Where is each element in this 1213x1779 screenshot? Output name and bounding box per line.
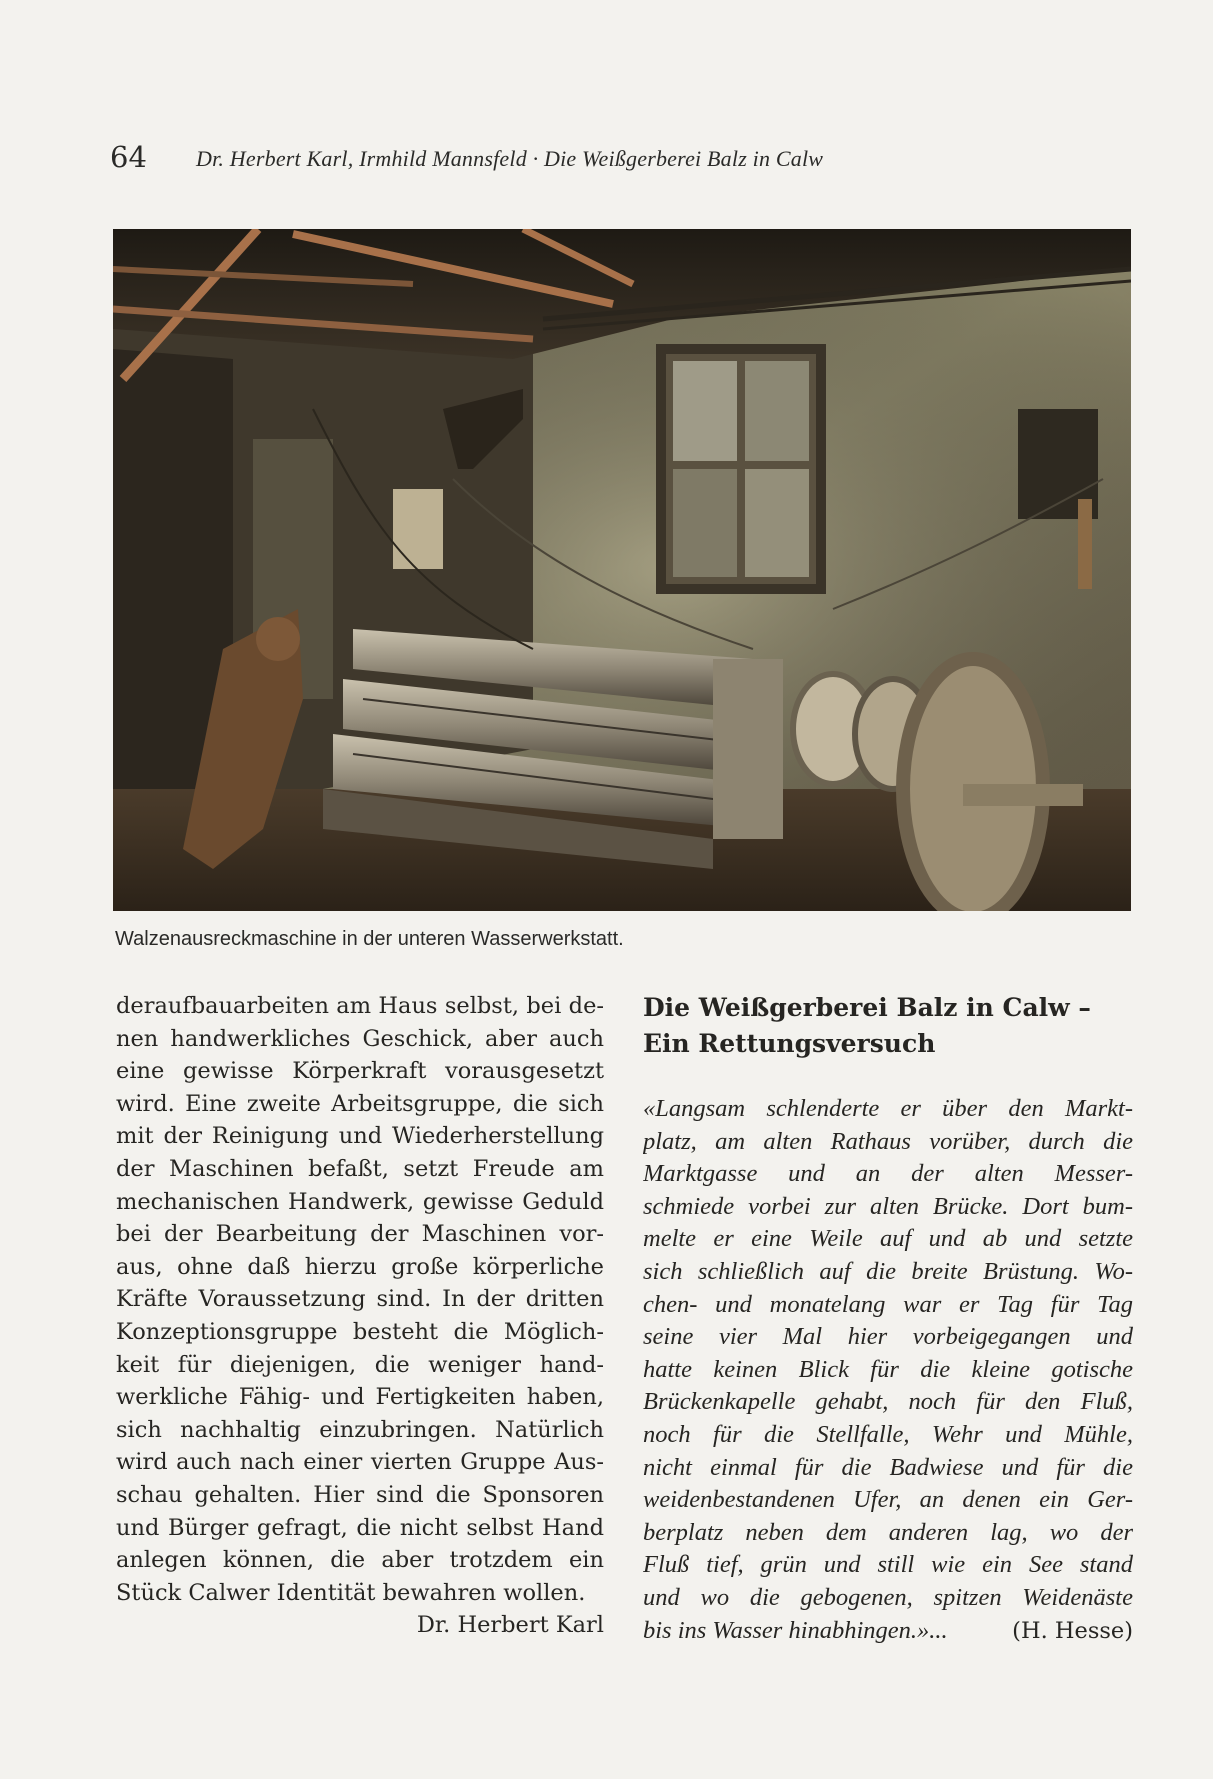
page-number: 64 [110,140,147,174]
quote-line: nicht einmal für die Badwiese und für die [643,1453,1133,1481]
workshop-photo [113,229,1131,911]
body-line: Kräfte Voraussetzung sind. In der dritten [116,1286,604,1313]
quote-line: Fluß tief, grün und still wie ein See stand [643,1551,1133,1579]
body-line: nen handwerkliches Geschick, aber auch [116,1025,604,1052]
quote-line: platz, am alten Rathaus vorüber, durch die [643,1127,1133,1155]
running-head: Dr. Herbert Karl, Irmhild Mannsfeld · Die Weißgerberei Balz in Calw [196,146,824,171]
body-line: wird auch nach einer vierten Gruppe Aus- [116,1449,604,1476]
left-column [116,990,604,1642]
quote-line: weidenbestandenen Ufer, an denen ein Ger- [643,1486,1133,1514]
quote-column [643,1093,1133,1647]
body-line: keit für diejenigen, die weniger hand- [116,1351,604,1378]
heading-line: Die Weißgerberei Balz in Calw – [643,993,1091,1022]
body-line: bei der Bearbeitung der Maschinen vor- [116,1221,604,1248]
quote-line: Brückenkapelle gehabt, noch für den Fluß, [643,1388,1133,1416]
body-line: und Bürger gefragt, die nicht selbst Hand [116,1514,604,1541]
body-line: schau gehalten. Hier sind die Sponsoren [116,1481,604,1508]
quote-final-line [643,1615,1133,1648]
body-line: werkliche Fähig- und Fertigkeiten haben, [116,1384,604,1411]
quote-line: «Langsam schlenderte er über den Markt- [643,1095,1133,1122]
body-line: aus, ohne daß hierzu große körperliche [116,1253,604,1280]
quote-line: berplatz neben dem anderen lag, wo der [643,1518,1133,1546]
quote-line: Marktgasse und an der alten Messer- [643,1160,1133,1188]
body-line: sich nachhaltig einzubringen. Natürlich [116,1416,604,1443]
body-line: wird. Eine zweite Arbeitsgruppe, die sich [116,1090,604,1117]
body-line: anlegen können, die aber trotzdem ein [116,1547,604,1574]
quote-line: hatte keinen Blick für die kleine gotische [643,1355,1133,1383]
quote-line: noch für die Stellfalle, Wehr und Mühle, [643,1420,1133,1448]
heading-line: Ein Rettungsversuch [643,1029,936,1058]
body-line: eine gewisse Körperkraft vorausgesetzt [116,1058,604,1085]
quote-attribution: (H. Hesse) [1012,1617,1133,1644]
section-heading [643,990,1143,1062]
quote-line: melte er eine Weile auf und ab und setzte [643,1225,1133,1253]
quote-line: schmiede vorbei zur alten Brücke. Dort bum- [643,1192,1133,1220]
body-line: deraufbauarbeiten am Haus selbst, bei de- [116,993,604,1019]
body-line: der Maschinen befaßt, setzt Freude am [116,1155,604,1182]
body-line: Stück Calwer Identität bewahren wollen. [116,1579,586,1606]
quote-line: chen- und monatelang war er Tag für Tag [643,1290,1133,1318]
body-line: mit der Reinigung und Wiederherstellung [116,1123,604,1150]
author-signature: Dr. Herbert Karl [416,1612,604,1639]
quote-line: sich schließlich auf die breite Brüstung. Wo- [643,1257,1133,1285]
quote-line: bis ins Wasser hinabhingen.»... [643,1616,948,1644]
quote-line: seine vier Mal hier vorbeigegangen und [643,1323,1133,1351]
figure-caption: Walzenausreckmaschine in der unteren Wasserwerkstatt. [115,928,624,950]
body-line: Konzeptionsgruppe besteht die Möglich- [116,1318,604,1345]
body-line: mechanischen Handwerk, gewisse Geduld [116,1188,604,1215]
quote-line: und wo die gebogenen, spitzen Weidenäste [643,1583,1133,1611]
